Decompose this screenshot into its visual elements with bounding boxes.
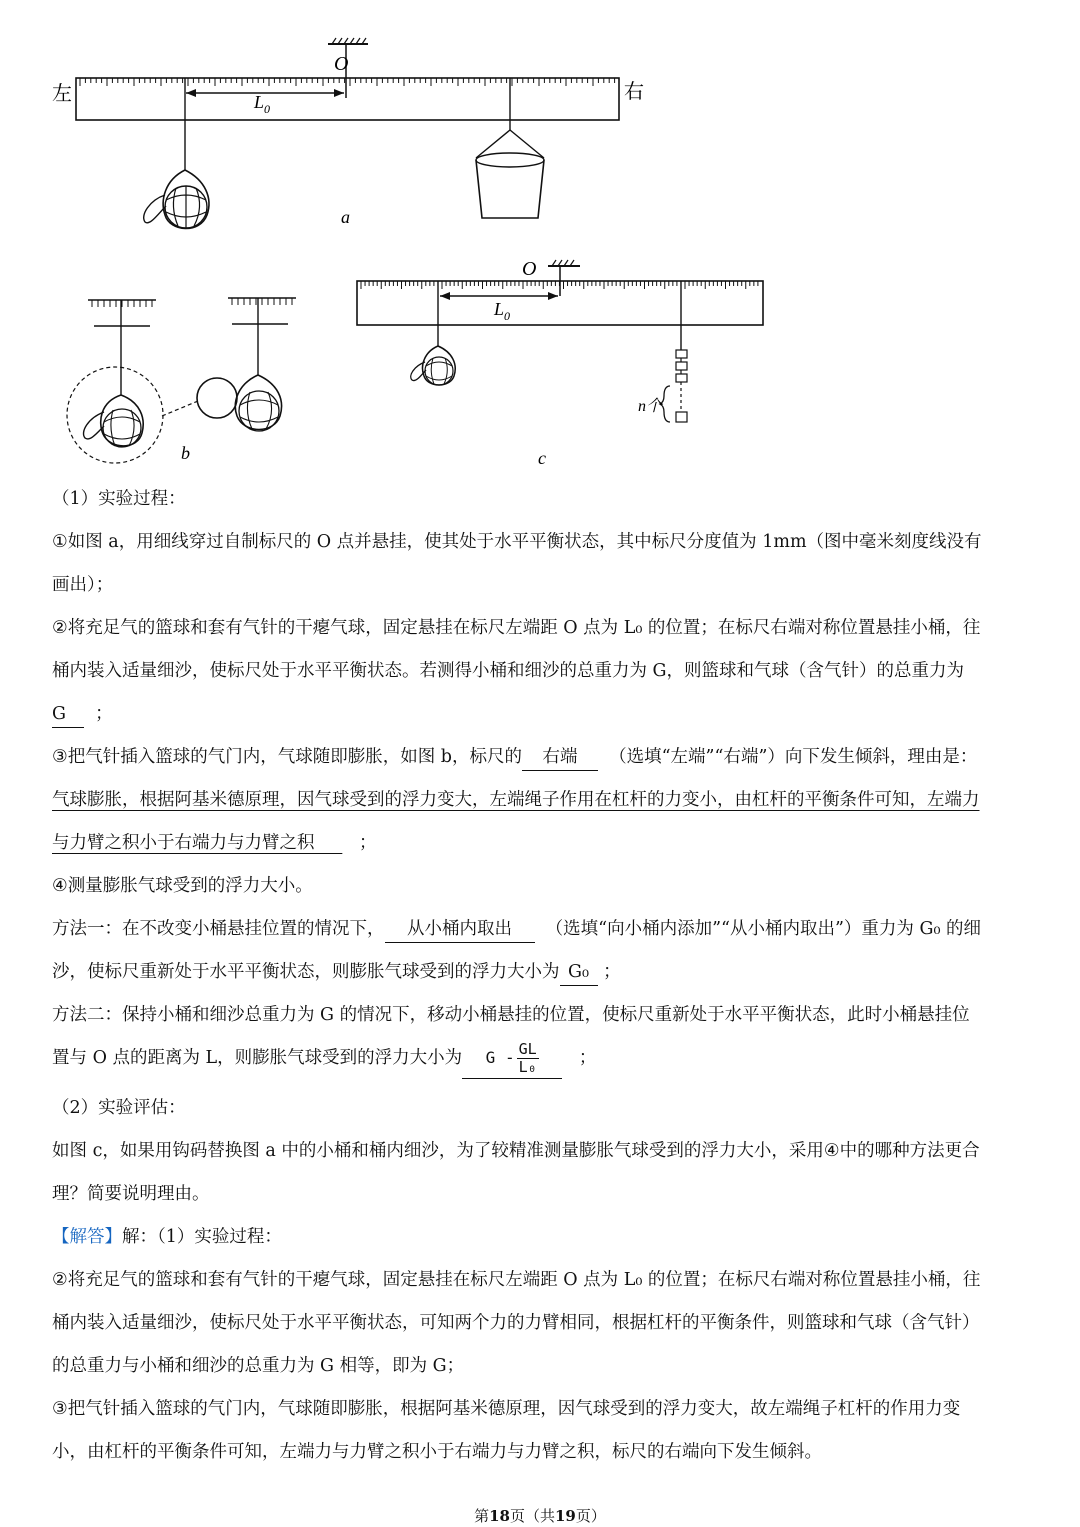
step-3-reason-line-2: 与力臂之积小于右端力与力臂之积 ； (52, 833, 377, 853)
solution-step-3-line-1: ③把气针插入篮球的气门内，气球随即膨胀，根据阿基米德原理，因气球受到的浮力变大，故左端绳子杠杆的作用力变 (52, 1399, 961, 1419)
fig-c-caption: c (538, 448, 546, 468)
evaluation-line-2: 理？简要说明理由。 (52, 1184, 210, 1204)
fig-c-length-label: $L_0$ (494, 299, 511, 323)
fig-c-pivot: O (522, 258, 537, 280)
step-1-line-2: 画出）； (52, 575, 114, 595)
fig-a-bucket (476, 130, 544, 218)
evaluation-line-1: 如图 c，如果用钩码替换图 a 中的小桶和桶内细沙，为了较精准测量膨胀气球受到的浮力大小，采用④中的哪种方法更合 (52, 1141, 980, 1161)
method-1-line-1: 方法一：在不改变小桶悬挂位置的情况下， 从小桶内取出 （选填“向小桶内添加”“从小桶内取出”）重力为 G₀ 的细 (52, 908, 1056, 951)
question-body (52, 478, 1056, 1474)
fig-b-basketball-right (235, 375, 281, 431)
solution-step-3-line-2: 小，由杠杆的平衡条件可知，左端力与力臂之积小于右端力与力臂之积，标尺的右端向下发生倾斜。 (52, 1442, 822, 1462)
fig-a-pivot: O (334, 53, 349, 75)
fig-a-caption: a (341, 207, 350, 227)
answer-blank-buoyancy-1: G₀ (560, 959, 598, 986)
figure-c (357, 258, 763, 468)
method-2-line-1: 方法二：保持小桶和细沙总重力为 G 的情况下，移动小桶悬挂的位置，使标尺重新处于水平平衡状态，此时小桶悬挂位 (52, 1005, 970, 1025)
answer-blank-method-1: 从小桶内取出 (385, 916, 535, 943)
step-2-answer: G ； (52, 693, 1056, 736)
experiment-figure (0, 0, 1080, 475)
solution-heading: 【解答】解：（1）实验过程： (52, 1227, 282, 1247)
fig-a-left-label: 左 (52, 83, 72, 105)
fraction-gl-over-l0: $\frac{GL}{\text{L₀}}$ (518, 1040, 537, 1076)
step-2-line-1: ②将充足气的篮球和套有气针的干瘪气球，固定悬挂在标尺左端距 O 点为 L₀ 的位置；在标尺右端对称位置悬挂小桶，往 (52, 618, 981, 638)
answer-blank-total-weight: G (52, 701, 84, 728)
fig-a-right-label: 右 (624, 81, 644, 103)
fig-a-length-label: $L_0$ (254, 92, 271, 116)
step-3-reason-line-1: 气球膨胀，根据阿基米德原理，因气球受到的浮力变大，左端绳子作用在杠杆的力变小，由杠杆的平衡条件可知，左端力 (52, 790, 980, 810)
page-footer: 第18页（共19页） (474, 1507, 606, 1525)
fig-c-weights (660, 350, 687, 422)
section-2-heading: （2）实验评估： (52, 1098, 186, 1118)
step-1-line-1: ①如图 a，用细线穿过自制标尺的 O 点并悬挂，使其处于水平平衡状态，其中标尺分度值为 1mm（图中毫米刻度线没有 (52, 532, 982, 552)
fig-c-basketball (411, 346, 455, 385)
answer-blank-tilt-side: 右端 (522, 744, 598, 771)
fig-b-caption: b (181, 443, 190, 463)
solution-step-2-line-1: ②将充足气的篮球和套有气针的干瘪气球，固定悬挂在标尺左端距 O 点为 L₀ 的位置；在标尺右端对称位置悬挂小桶，往 (52, 1270, 981, 1290)
fig-b-basketball-left (84, 395, 144, 447)
solution-step-2-line-2: 桶内装入适量细沙，使标尺处于水平平衡状态，可知两个力的力臂相同，根据杠杆的平衡条件，则篮球和气球（含气针） (52, 1313, 980, 1333)
step-4-heading: ④测量膨胀气球受到的浮力大小。 (52, 876, 313, 896)
answer-blank-buoyancy-2: G - $\frac{GL}{\text{L₀}}$ (462, 1038, 562, 1079)
current-page-number: 18 (489, 1507, 510, 1525)
total-page-number: 19 (555, 1507, 576, 1525)
step-2-line-2: 桶内装入适量细沙，使标尺处于水平平衡状态。若测得小桶和细沙的总重力为 G，则篮球和气球（含气针）的总重力为 (52, 661, 965, 681)
section-1-heading: （1）实验过程： (52, 489, 186, 509)
solution-tag: 【解答】 (52, 1227, 122, 1247)
fig-c-count-label: n个 (638, 398, 663, 415)
step-3-line-1: ③把气针插入篮球的气门内，气球随即膨胀，如图 b，标尺的 右端 （选填“左端”“右端”）向下发生倾斜，理由是： (52, 736, 1056, 779)
method-1-line-2: 沙，使标尺重新处于水平平衡状态，则膨胀气球受到的浮力大小为 G₀ ； (52, 951, 1056, 994)
figure-b (67, 298, 296, 463)
method-2-line-2: 置与 O 点的距离为 L，则膨胀气球受到的浮力大小为 G - $\frac{GL}{\text{L₀}}$ ； (52, 1037, 1056, 1087)
figure-a (52, 38, 644, 229)
fig-a-basketball (144, 170, 209, 229)
solution-step-2-line-3: 的总重力与小桶和细沙的总重力为 G 相等，即为 G； (52, 1356, 465, 1376)
